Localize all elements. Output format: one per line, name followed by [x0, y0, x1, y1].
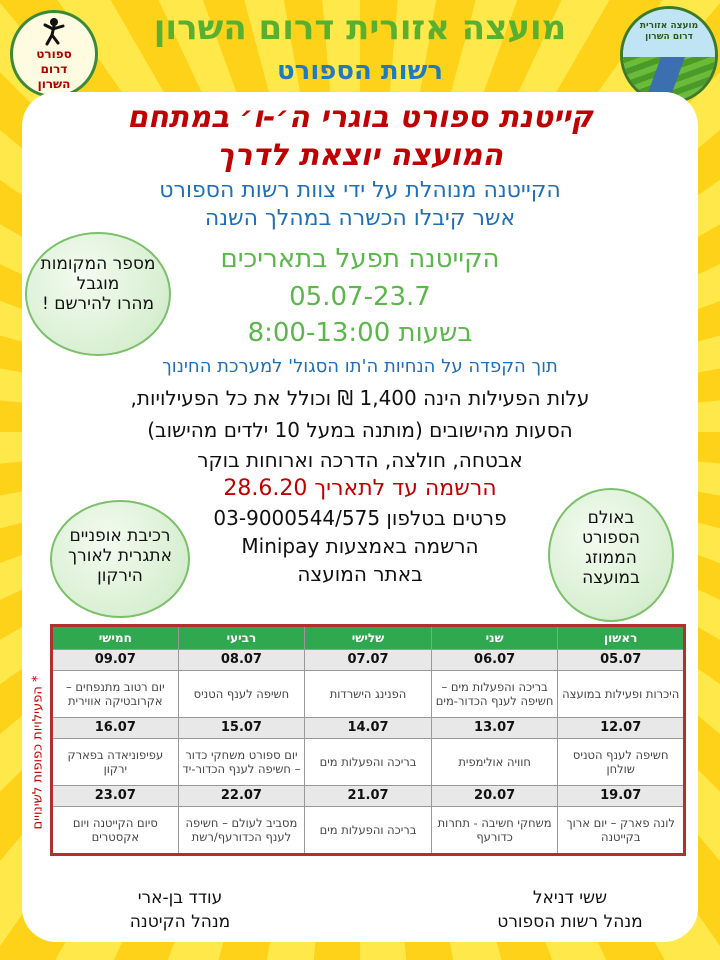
date-row: [52, 718, 685, 739]
limited-line-1: מספר המקומות: [40, 254, 156, 274]
logo-left-line-1: ספורט: [36, 47, 72, 61]
date-cell: 14.07: [305, 718, 432, 739]
site-line: באתר המועצה: [297, 562, 423, 586]
logo-right-line-1: מועצה אזורית: [639, 21, 699, 31]
date-cell: 19.07: [558, 786, 685, 807]
bike-bubble: [50, 500, 190, 618]
description-line-1: הקייטנה מנוהלת על ידי צוות רשות הספורט: [159, 178, 561, 203]
day-header: שני: [431, 626, 558, 650]
activity-row: [52, 739, 685, 786]
limited-spots-bubble: [25, 232, 171, 356]
activity-cell: יום רטוב מתנפחים – אקרובטיקה אווירית: [52, 671, 179, 718]
date-cell: 06.07: [431, 650, 558, 671]
changes-note-text: * הפעילויות כפופות לשינויים: [30, 675, 46, 830]
gym-line-1: באולם: [587, 508, 635, 528]
activity-cell: בריכה והפעלות מים – חשיפה לענף הכדור-מים: [431, 671, 558, 718]
limited-line-3: מהרו להירשם !: [42, 294, 154, 314]
activity-row: [52, 671, 685, 718]
signature-left-name: עודד בן-ארי: [137, 888, 223, 908]
date-cell: 16.07: [52, 718, 179, 739]
activity-cell: בריכה והפעלות מים: [305, 739, 432, 786]
sport-logo: [10, 10, 98, 98]
signature-right-role: מנהל רשות הספורט: [497, 912, 643, 932]
activity-cell: משחקי חשיבה - תחרות כדורעף: [431, 807, 558, 855]
logo-left-line-2: דרום: [40, 62, 68, 76]
date-cell: 08.07: [178, 650, 305, 671]
minipay-line: הרשמה באמצעות Minipay: [241, 534, 479, 558]
dates-intro: הקייטנה תפעל בתאריכים: [220, 244, 500, 274]
extras-line: אבטחה, חולצה, הדרכה וארוחות בוקר: [197, 448, 523, 472]
activity-cell: מסביב לעולם – חשיפה לענף הכדורעף/רשת: [178, 807, 305, 855]
day-header: חמישי: [52, 626, 179, 650]
date-cell: 13.07: [431, 718, 558, 739]
activity-cell: סיום הקייטנה ויום אקסטרים: [52, 807, 179, 855]
signature-right: [460, 886, 680, 934]
signature-left-role: מנהל הקיטנה: [129, 912, 231, 932]
hours: בשעות 8:00-13:00: [247, 318, 473, 348]
authority-name: רשות הספורט: [277, 56, 443, 86]
gym-bubble: [548, 488, 674, 622]
activity-cell: בריכה והפעלות מים: [305, 807, 432, 855]
bike-line-1: רכיבת אופניים: [69, 526, 171, 546]
council-name: מועצה אזורית דרום השרון: [153, 8, 567, 48]
logo-left-line-3: השרון: [37, 77, 71, 91]
activity-cell: יום ספורט משחקי כדור – חשיפה לענף הכדור-יד: [178, 739, 305, 786]
date-row: [52, 786, 685, 807]
runner-icon: [37, 17, 71, 47]
guidelines: תוך הקפדה על הנחיות ה'תו הסגול' למערכת החינוך: [162, 356, 558, 377]
date-row: [52, 650, 685, 671]
date-cell: 20.07: [431, 786, 558, 807]
activity-row: [52, 807, 685, 855]
day-header: ראשון: [558, 626, 685, 650]
activity-cell: עפיפוניאדה בפארק ירקון: [52, 739, 179, 786]
activity-cell: חשיפה לענף הטניס: [178, 671, 305, 718]
activity-cell: הפנינג הישרדות: [305, 671, 432, 718]
gym-line-2: הספורט: [581, 528, 640, 548]
bike-line-2: אתגרית לאורך: [68, 546, 172, 566]
day-header: שלישי: [305, 626, 432, 650]
activity-cell: לונה פארק – יום ארוך בקייטנה: [558, 807, 685, 855]
bike-line-3: הירקון: [97, 566, 143, 586]
cost-line: עלות הפעילות הינה 1,400 ₪ וכולל את כל הפעילויות,: [130, 386, 590, 410]
date-cell: 22.07: [178, 786, 305, 807]
schedule-header-row: [52, 626, 685, 650]
signature-left: [70, 886, 290, 934]
phone-line: פרטים בטלפון 03-9000544/575: [213, 506, 507, 530]
changes-note: [28, 635, 48, 875]
date-cell: 09.07: [52, 650, 179, 671]
council-logo: [620, 6, 718, 104]
day-header: רביעי: [178, 626, 305, 650]
date-cell: 07.07: [305, 650, 432, 671]
description-line-2: אשר קיבלו הכשרה במהלך השנה: [204, 206, 516, 231]
activity-cell: היכרות ופעילות במועצה: [558, 671, 685, 718]
date-cell: 05.07: [558, 650, 685, 671]
date-cell: 15.07: [178, 718, 305, 739]
activity-cell: חשיפה לענף הטניס שולחן: [558, 739, 685, 786]
transport-line: הסעות מהישובים (מותנה במעל 10 ילדים מהישוב): [147, 418, 573, 442]
gym-line-4: במועצה: [582, 568, 640, 588]
dates-range: 05.07-23.7: [289, 282, 431, 312]
limited-line-2: מוגבל: [76, 274, 120, 294]
registration-deadline: הרשמה עד לתאריך 28.6.20: [223, 476, 497, 501]
date-cell: 23.07: [52, 786, 179, 807]
date-cell: 21.07: [305, 786, 432, 807]
schedule-table: [50, 624, 686, 856]
activity-cell: חוויה אולימפית: [431, 739, 558, 786]
signature-right-name: ששי דניאל: [532, 888, 608, 908]
title-line-1: קייטנת ספורט בוגרי ה׳-ו׳ במתחם: [127, 100, 593, 135]
logo-right-text: [623, 21, 715, 43]
gym-line-3: הממוזג: [585, 548, 637, 568]
date-cell: 12.07: [558, 718, 685, 739]
logo-right-line-2: דרום השרון: [645, 32, 693, 42]
title-line-2: המועצה יוצאת לדרך: [217, 138, 503, 173]
